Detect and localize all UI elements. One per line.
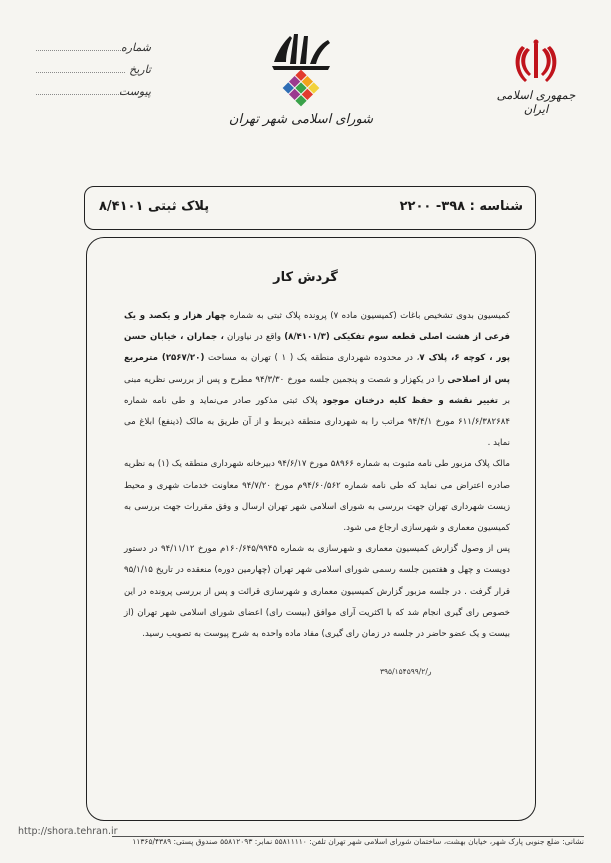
p1-bold-ruling: تغییر نقشه و حفظ کلیه درختان موجود — [322, 395, 498, 406]
workflow-title: گردش کار — [273, 270, 338, 285]
workflow-body — [124, 306, 510, 645]
p1-text-g: را در یکهزار و شصت و پنجمین جلسه مورخ ۹۴/۳/۳۰ مطرح و پس از بررسی نظریه مبنی بر — [124, 374, 511, 406]
p1-bold-address: ، جماران ، خیابان حسن پور ، کوچه ۶، پلاک ۷ — [124, 332, 510, 364]
number-line — [36, 34, 151, 56]
iran-emblem-icon — [513, 38, 559, 88]
council-name: شورای اسلامی شهر تهران — [228, 112, 374, 127]
p1-text-a: کمیسیون بدوی تشخیص باغات (کمیسیون ماده ۷) پرونده پلاک ثبتی به شماره — [226, 311, 510, 321]
document-ref-number: ۳۹۵/۱۵۴۵۹۹/۲/ر — [380, 667, 432, 676]
p1-bold-plaque: چهار هزار و یکصد و یک فرعی از هشت اصلی قطعه سوم تفکیکی (۸/۴۱۰۱/۳) — [124, 311, 510, 343]
p1-text-c: واقع در نیاوران — [223, 332, 285, 343]
p1-text-i: پلاک ثبتی مذکور صادر می‌نماید و طی نامه شماره ۶۱۱/۶/۳۸۲۶۸۴ مورخ ۹۴/۴/۱ مراتب را به شهرداری منطقه ذیربط و از آن طریق به مالک (ذینفع) ابلاغ می نماید . — [124, 395, 510, 449]
info-box — [84, 186, 536, 230]
date-line — [36, 56, 151, 78]
paragraph-2: مالک پلاک مزبور طی نامه مثبوت به شماره ۵۸۹۶۶ مورخ ۹۴/۶/۱۷ دبیرخانه شهرداری منطقه یک (۱) به نظریه صادره اعتراض می نماید که طی نامه شماره ۹۴/۶۰/۵۶۲م مورخ ۹۴/۷/۲۰ معاونت خدمات شهری و محیط زیست شهرداری تهران جهت بررسی به شورای اسلامی شهر تهران ارسال و وفق مقررات جهت بررسی به کمیسیون معماری و شهرسازی ارجاع می شود. — [124, 459, 510, 534]
date-label: تاریخ — [129, 63, 151, 76]
reference-block — [36, 34, 151, 100]
republic-name: جمهوری اسلامی ایران — [496, 88, 576, 116]
attachment-line — [36, 78, 151, 100]
plaque-number: پلاک ثبتی ۸/۴۱۰۱ — [99, 199, 210, 214]
number-label: شماره — [120, 41, 151, 54]
paragraph-1 — [124, 306, 510, 454]
p1-bold-area: (۲۵۶۷/۲۰) مترمربع پس از اصلاحی — [124, 353, 510, 385]
footer-address: نشانی: ضلع جنوبی پارک شهر، خیابان بهشت، ساختمان شورای اسلامی شهر تهران تلفن: ۵۵۸۱۱۱۱۰ نمابر: ۵۵۸۱۲۰۹۳ صندوق پستی: ۱۱۳۶۵/۴۳۸۹ — [132, 837, 584, 846]
council-logo-icon — [268, 28, 334, 108]
file-id: شناسه : ۳۹۸- ۲۲۰۰ — [399, 199, 523, 214]
website-url: http://shora.tehran.ir — [18, 826, 118, 837]
attachment-label: پیوست — [118, 85, 151, 98]
p1-text-e: ، در محدوده شهرداری منطقه یک ( ۱ ) تهران به مساحت — [204, 353, 420, 364]
paragraph-3: پس از وصول گزارش کمیسیون معماری و شهرسازی به شماره ۱۶۰/۶۴۵/۹۹۴۵م مورخ ۹۴/۱۱/۱۲ در دستور دویست و چهل و هفتمین جلسه رسمی شورای اسلامی شهر تهران (چهارمین دوره) منعقده در تاریخ ۹۵/۱/۱۵ قرار گرفت . در جلسه مزبور گزارش کمیسیون معماری و شهرسازی قرائت و پس از بررسی پرونده در این خصوص رای گیری انجام شد که با اکثریت آرای موافق (بیست رای) اعضای شورای اسلامی شهر تهران (از بیست و یک عضو حاضر در جلسه در زمان رای گیری) مفاد ماده واحده به شرح پیوست به تصویب رسید. — [124, 544, 510, 640]
